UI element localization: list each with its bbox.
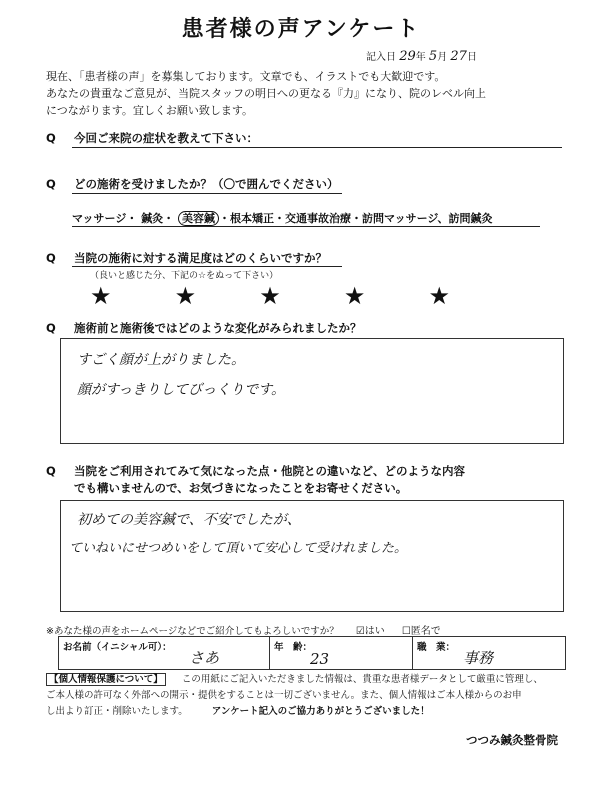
checkbox-yes[interactable]: ☑はい bbox=[355, 626, 385, 637]
name-label: お名前（イニシャル可）： bbox=[63, 642, 172, 653]
star-icon: ★ bbox=[174, 282, 197, 310]
date-day: 27 bbox=[450, 49, 467, 64]
intro-line: につながります。宜しくお願い致します。 bbox=[46, 104, 254, 117]
checkbox-anonymous[interactable]: ☐匿名で bbox=[401, 626, 441, 637]
handwritten-answer: 顔がすっきりしてびっくりです。 bbox=[77, 382, 286, 398]
privacy-notice bbox=[46, 672, 576, 720]
question-text: 当院の施術に対する満足度はどのくらいですか？ bbox=[74, 251, 327, 265]
privacy-line: し出より訂正・削除いたします。 bbox=[46, 706, 188, 717]
date-day-unit: 日 bbox=[466, 52, 477, 63]
star-rating bbox=[90, 282, 450, 310]
intro-text bbox=[46, 68, 566, 119]
job-cell bbox=[413, 637, 565, 669]
treatment-cosmetic-acupuncture-selected: 美容鍼 bbox=[178, 211, 219, 226]
job-value: 事務 bbox=[463, 649, 494, 667]
satisfaction-note: （良いと感じた分、下記の☆をぬって下さい） bbox=[90, 271, 279, 281]
name-cell bbox=[59, 637, 270, 669]
handwritten-answer: 初めての美容鍼で、不安でしたが、 bbox=[77, 512, 301, 528]
q-marker: Q bbox=[46, 464, 56, 478]
underline bbox=[72, 226, 540, 227]
star-icon: ★ bbox=[343, 282, 366, 310]
date-month: 5 bbox=[428, 49, 438, 64]
checkbox-anonymous-label: 匿名で bbox=[410, 626, 441, 637]
q-marker: Q bbox=[46, 131, 56, 145]
question-text: 当院をご利用されてみて気になった点・他院との違いなど、どのような内容 bbox=[74, 464, 465, 478]
checkbox-yes-label: はい bbox=[364, 626, 385, 637]
question-text: でも構いませんので、お気づきになったことをお寄せください。 bbox=[74, 481, 408, 495]
feedback-answer-box bbox=[60, 500, 564, 612]
star-icon: ★ bbox=[428, 282, 450, 310]
intro-line: 現在、「患者様の声」を募集しております。文章でも、イラストでも大歓迎です。 bbox=[46, 70, 446, 83]
date-year: 29 bbox=[399, 49, 416, 64]
age-value: 23 bbox=[310, 650, 330, 668]
star-icon: ★ bbox=[90, 282, 112, 310]
treatment-massage: マッサージ・ bbox=[72, 212, 138, 225]
treatment-acupuncture: 鍼灸・ bbox=[141, 212, 175, 225]
job-label: 職 業： bbox=[417, 642, 456, 653]
privacy-line: この用紙にご記入いただきました情報は、貴重な患者様データとして厳重に管理し、 bbox=[181, 674, 543, 685]
q-marker: Q bbox=[46, 251, 56, 265]
date-month-unit: 月 bbox=[437, 52, 448, 63]
question-text: 施術前と施術後ではどのような変化がみられましたか？ bbox=[74, 321, 362, 335]
question-treatment bbox=[46, 176, 339, 192]
star-icon: ★ bbox=[259, 282, 281, 310]
question-symptoms bbox=[46, 130, 258, 146]
question-feedback bbox=[46, 463, 465, 497]
underline bbox=[72, 193, 342, 194]
intro-line: あなたの貴重なご意見が、当院スタッフの明日への更なる『力』になり、院のレベル向上 bbox=[46, 87, 486, 100]
answer-line bbox=[72, 147, 562, 148]
thanks-text: アンケート記入のご協力ありがとうございました！ bbox=[211, 706, 430, 717]
change-answer-box bbox=[60, 338, 564, 444]
date-year-unit: 年 bbox=[415, 52, 426, 63]
question-satisfaction bbox=[46, 250, 327, 266]
date-prefix: 記入日 bbox=[366, 52, 396, 63]
age-label: 年 齢： bbox=[274, 642, 313, 653]
page-title: 患者様の声アンケート bbox=[181, 17, 421, 42]
q-marker: Q bbox=[46, 177, 56, 191]
treatment-others: ・根本矯正・交通事故治療・訪問マッサージ、訪問鍼灸 bbox=[219, 212, 493, 225]
question-change bbox=[46, 320, 362, 336]
entry-date bbox=[366, 48, 477, 64]
q-marker: Q bbox=[46, 321, 56, 335]
question-text: どの施術を受けましたか？（〇で囲んでください） bbox=[74, 177, 339, 191]
clinic-name: つつみ鍼灸整骨院 bbox=[466, 733, 558, 747]
name-value: さあ bbox=[189, 649, 220, 667]
treatment-options bbox=[72, 210, 493, 226]
handwritten-answer: すごく顔が上がりました。 bbox=[77, 352, 245, 368]
handwritten-answer: ていねいにせつめいをして頂いて安心して受けれました。 bbox=[69, 541, 408, 556]
question-text: 今回ご来院の症状を教えて下さい： bbox=[74, 131, 258, 145]
age-cell bbox=[270, 637, 413, 669]
homepage-permission bbox=[46, 622, 441, 637]
privacy-heading: 【個人情報保護について】 bbox=[46, 673, 166, 686]
privacy-line: ご本人様の許可なく外部への開示・提供をすることは一切ございません。また、個人情報はご本人様からのお申 bbox=[46, 690, 522, 701]
permission-question: ※あなた様の声をホームページなどでご紹介してもよろしいですか？ bbox=[46, 626, 339, 637]
underline bbox=[72, 266, 342, 267]
respondent-info bbox=[58, 636, 566, 670]
